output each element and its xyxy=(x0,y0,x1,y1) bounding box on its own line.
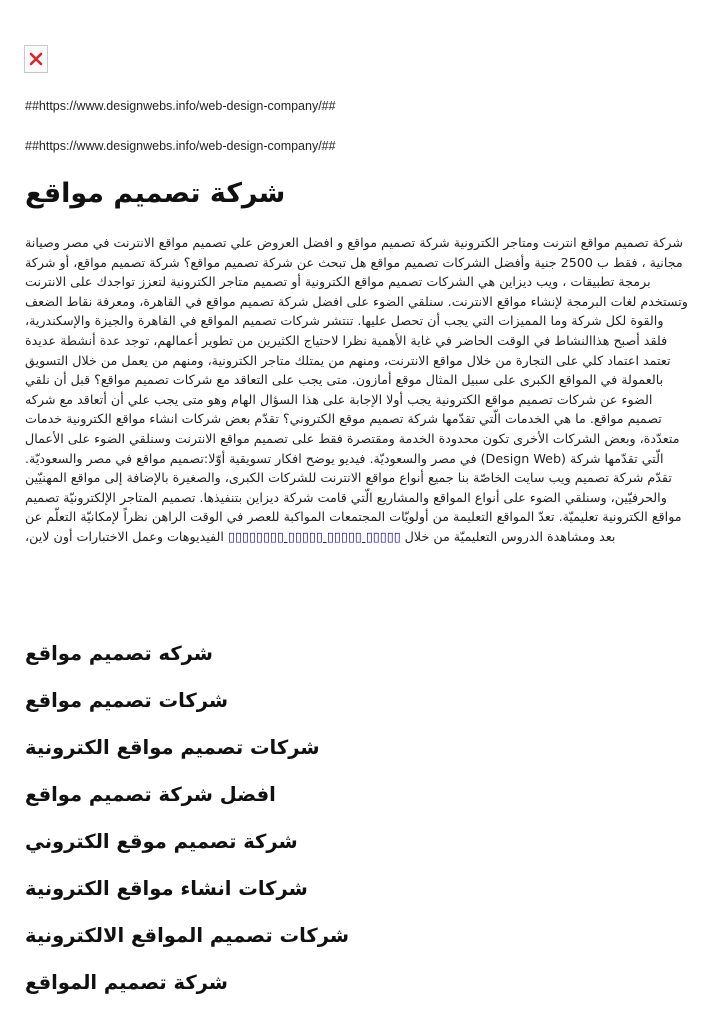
keyword-heading-list xyxy=(25,634,695,1010)
keyword-heading: شركات انشاء مواقع الكترونية xyxy=(25,877,308,900)
keyword-heading: افضل شركة تصميم مواقع xyxy=(25,783,276,806)
keyword-heading: شركة تصميم موقع الكتروني xyxy=(25,830,298,853)
keyword-heading: شركات تصميم مواقع الكترونية xyxy=(25,736,320,759)
red-x-icon xyxy=(29,52,43,66)
keyword-heading: شركه تصميم مواقع xyxy=(25,642,213,665)
keyword-heading: شركات تصميم مواقع xyxy=(25,689,229,712)
broken-image-icon xyxy=(24,45,48,73)
paragraph-end-text: الفيديوهات وعمل الاختبارات أون لاين، xyxy=(25,528,224,544)
article-paragraph xyxy=(25,233,690,547)
url-text: ##https://www.designwebs.info/web-design-company/## xyxy=(25,139,336,153)
page-title: شركة تصميم مواقع xyxy=(25,178,286,209)
paragraph-text: شركة تصميم مواقع انترنت ومتاجر الكترونية شركة تصميم مواقع و افضل العروض علي تصميم مواقع الانترنت في مصر وصيانة مجانية ، فقط ب 2500 جنية وأفضل الشركات تصميم مواقع هل تبحث عن شركة تصميم مواقع؟ شركة تصميم مواقع، أو شركة برمجة تطبيقات ، ويب ديزاين هي الشركات تصميم مواقع الكترونية أو تصميم متاجر الكترونية لتعزز تواجدك على الانترنت وتستخدم لغات البرمجة لإنشاء مواقع الانترنت. سنلقي الضوء على افضل شركة تصميم مواقع في القاهرة، ومعرفة نقاط الضعف والقوة لكل شركة وما المميزات التي يجب أن تحصل عليها. تنتشر شركات تصميم المواقع في القاهرة والجيزة والإسكندرية، فلقد أصبح هذاالنشاط في الوقت الحاضر في غاية الأهمية نظرا لاحتياج الكثيرين من تطوير أعمالهم، توجد عدة أنشطة عديدة تعتمد اعتماد كلي على التجارة من خلال مواقع الانترنت، ومنهم من يمتلك متاجر الكترونية، ومنهم من يعمل من خلال التسويق بالعمولة في المواقع الكبرى على سبيل المثال موقع أمازون. متى يجب على التعاقد مع شركات تصميم مواقع؟ قبل أن نلقي الضوء عن شركات تصميم مواقع الكترونية يجب أولا الإجابة على هذا السؤال الهام وهو متى يجب علي أن أتعاقد مع شركه تصميم مواقع. ما هي الخدمات الّتي تقدّمها شركة تصميم موقع الكتروني؟ تقدّم بعض شركات انشاء مواقع الكترونية خدمات متعدّدة، وبعض الشركات الأخرى تكون محدودة الخدمة ومقتصرة فقط على تصميم مواقع الانترنت وسنلقي الضوء على الأعمال الّتي تقدّمها شركة (Design Web) في مصر والسعوديّة. فيديو يوضح افكار تسويقية أوّلا:تصميم مواقع في مصر والسعوديّة. تقدّم شركة تصميم ويب سايت الخاصّة بنا جميع أنواع مواقع الانترنت للشركات الكبرى، والصغيرة بالإضافة إلى مواقع المهنيّين والحرفيّين، وسنلقي الضوء على أنواع المواقع والمشاريع الّتي قامت شركة ديزاين بتنفيذها. تصميم المتاجر الإلكترونيّة تصميم مواقع الكترونية تعليميّة. تعدّ المواقع التعليمة من أولويّات المجتمعات المواكبة للعصر في الوقت الراهن نظراً لإمكانيّة التعلّم عن بعد ومشاهدة الدروس التعليميّة من خلال xyxy=(25,235,688,544)
url-text: ##https://www.designwebs.info/web-design-company/## xyxy=(25,99,336,113)
inline-link[interactable]: ▯▯▯▯▯ ▯▯▯▯▯ ▯▯▯▯▯ ▯▯▯▯▯▯▯▯ xyxy=(227,528,401,544)
keyword-heading: شركات تصميم المواقع الالكترونية xyxy=(25,924,350,947)
keyword-heading: شركة تصميم المواقع xyxy=(25,971,228,994)
